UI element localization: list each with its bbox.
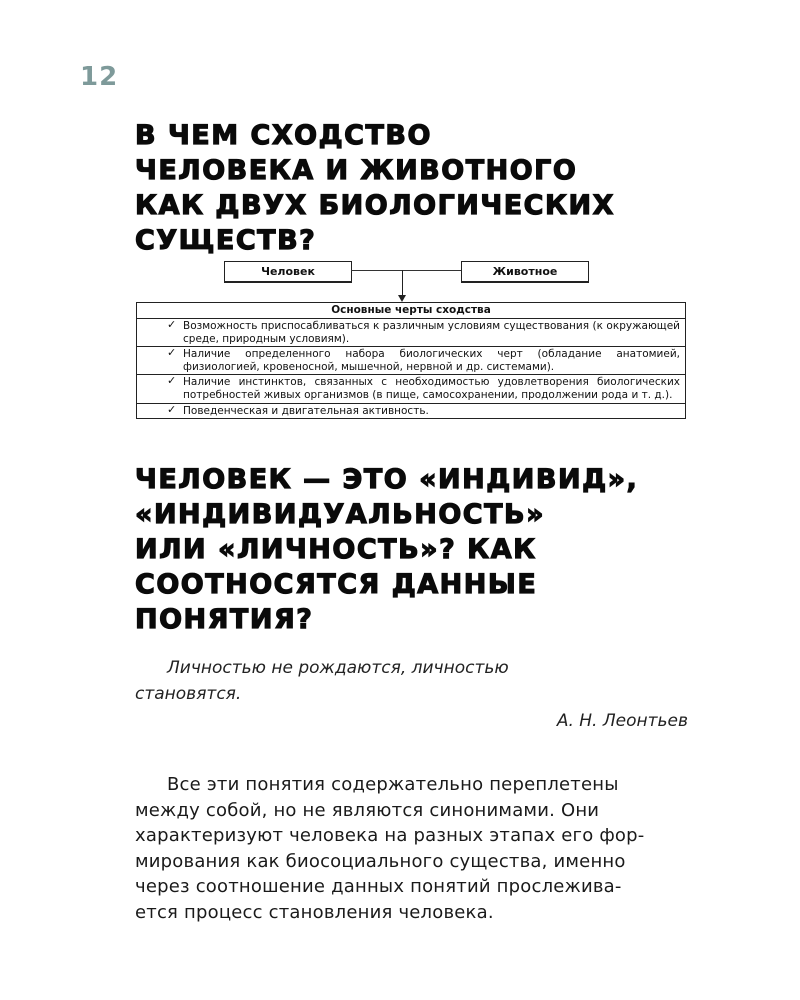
trait-row xyxy=(137,347,685,375)
checkmark-icon: ✓ xyxy=(167,346,177,360)
body-paragraph xyxy=(135,772,675,925)
page-number: 12 xyxy=(80,62,119,92)
paragraph-line: Все эти понятия содержательно переплетены xyxy=(167,774,619,795)
checkmark-icon: ✓ xyxy=(167,402,177,416)
connector-line xyxy=(351,270,461,271)
heading-line: СУЩЕСТВ? xyxy=(135,225,317,256)
paragraph-line: между собой, но не являются синонимами. Они xyxy=(135,799,600,821)
heading-line: КАК ДВУХ БИОЛОГИЧЕСКИХ xyxy=(135,190,615,221)
paragraph-line: мирования как биосоциального существа, именно xyxy=(135,850,626,872)
human-box: Человек xyxy=(224,261,352,283)
paragraph-line: ется процесс становления человека. xyxy=(135,901,494,923)
epigraph-quote xyxy=(135,655,655,707)
heading-line: «ИНДИВИДУАЛЬНОСТЬ» xyxy=(135,499,546,530)
heading-line: В ЧЕМ СХОДСТВО xyxy=(135,120,432,151)
quote-line: становятся. xyxy=(135,684,242,704)
traits-table-title: Основные черты сходства xyxy=(137,303,685,319)
down-arrow-icon xyxy=(398,295,406,302)
traits-table xyxy=(136,302,686,419)
trait-text: Наличие инстинктов, связанных с необходимостью удовлетворения биологических потребностей живых организмов (в пище, самосохранении, продолжении рода и т. д.). xyxy=(183,376,680,401)
trait-row xyxy=(137,319,685,347)
heading-line: СООТНОСЯТСЯ ДАННЫЕ xyxy=(135,569,538,600)
section-heading-personality xyxy=(135,462,638,637)
trait-row xyxy=(137,375,685,403)
trait-text: Поведенческая и двигательная активность. xyxy=(183,404,429,417)
section-heading-similarity xyxy=(135,118,615,258)
checkmark-icon: ✓ xyxy=(167,374,177,388)
similarity-diagram xyxy=(136,257,686,447)
quote-line: Личностью не рождаются, личностью xyxy=(167,658,509,678)
trait-text: Наличие определенного набора биологических черт (обладание анатомией, физиологией, кровеносной, мышечной, нервной и др. системами). xyxy=(183,348,680,373)
trait-text: Возможность приспосабливаться к различным условиям существования (к окружающей среде, природным условиям). xyxy=(183,320,680,345)
paragraph-line: характеризуют человека на разных этапах его фор- xyxy=(135,825,645,846)
paragraph-line: через соотношение данных понятий прослежива- xyxy=(135,876,622,897)
animal-box: Животное xyxy=(461,261,589,283)
checkmark-icon: ✓ xyxy=(167,318,177,331)
epigraph-author: А. Н. Леонтьев xyxy=(556,711,688,731)
heading-line: ЧЕЛОВЕКА И ЖИВОТНОГО xyxy=(135,155,578,186)
heading-line: ИЛИ «ЛИЧНОСТЬ»? КАК xyxy=(135,534,537,565)
down-arrow-line xyxy=(402,270,403,298)
trait-row xyxy=(137,404,685,419)
heading-line: ПОНЯТИЯ? xyxy=(135,604,314,635)
heading-line: ЧЕЛОВЕК — ЭТО «ИНДИВИД», xyxy=(135,464,639,495)
